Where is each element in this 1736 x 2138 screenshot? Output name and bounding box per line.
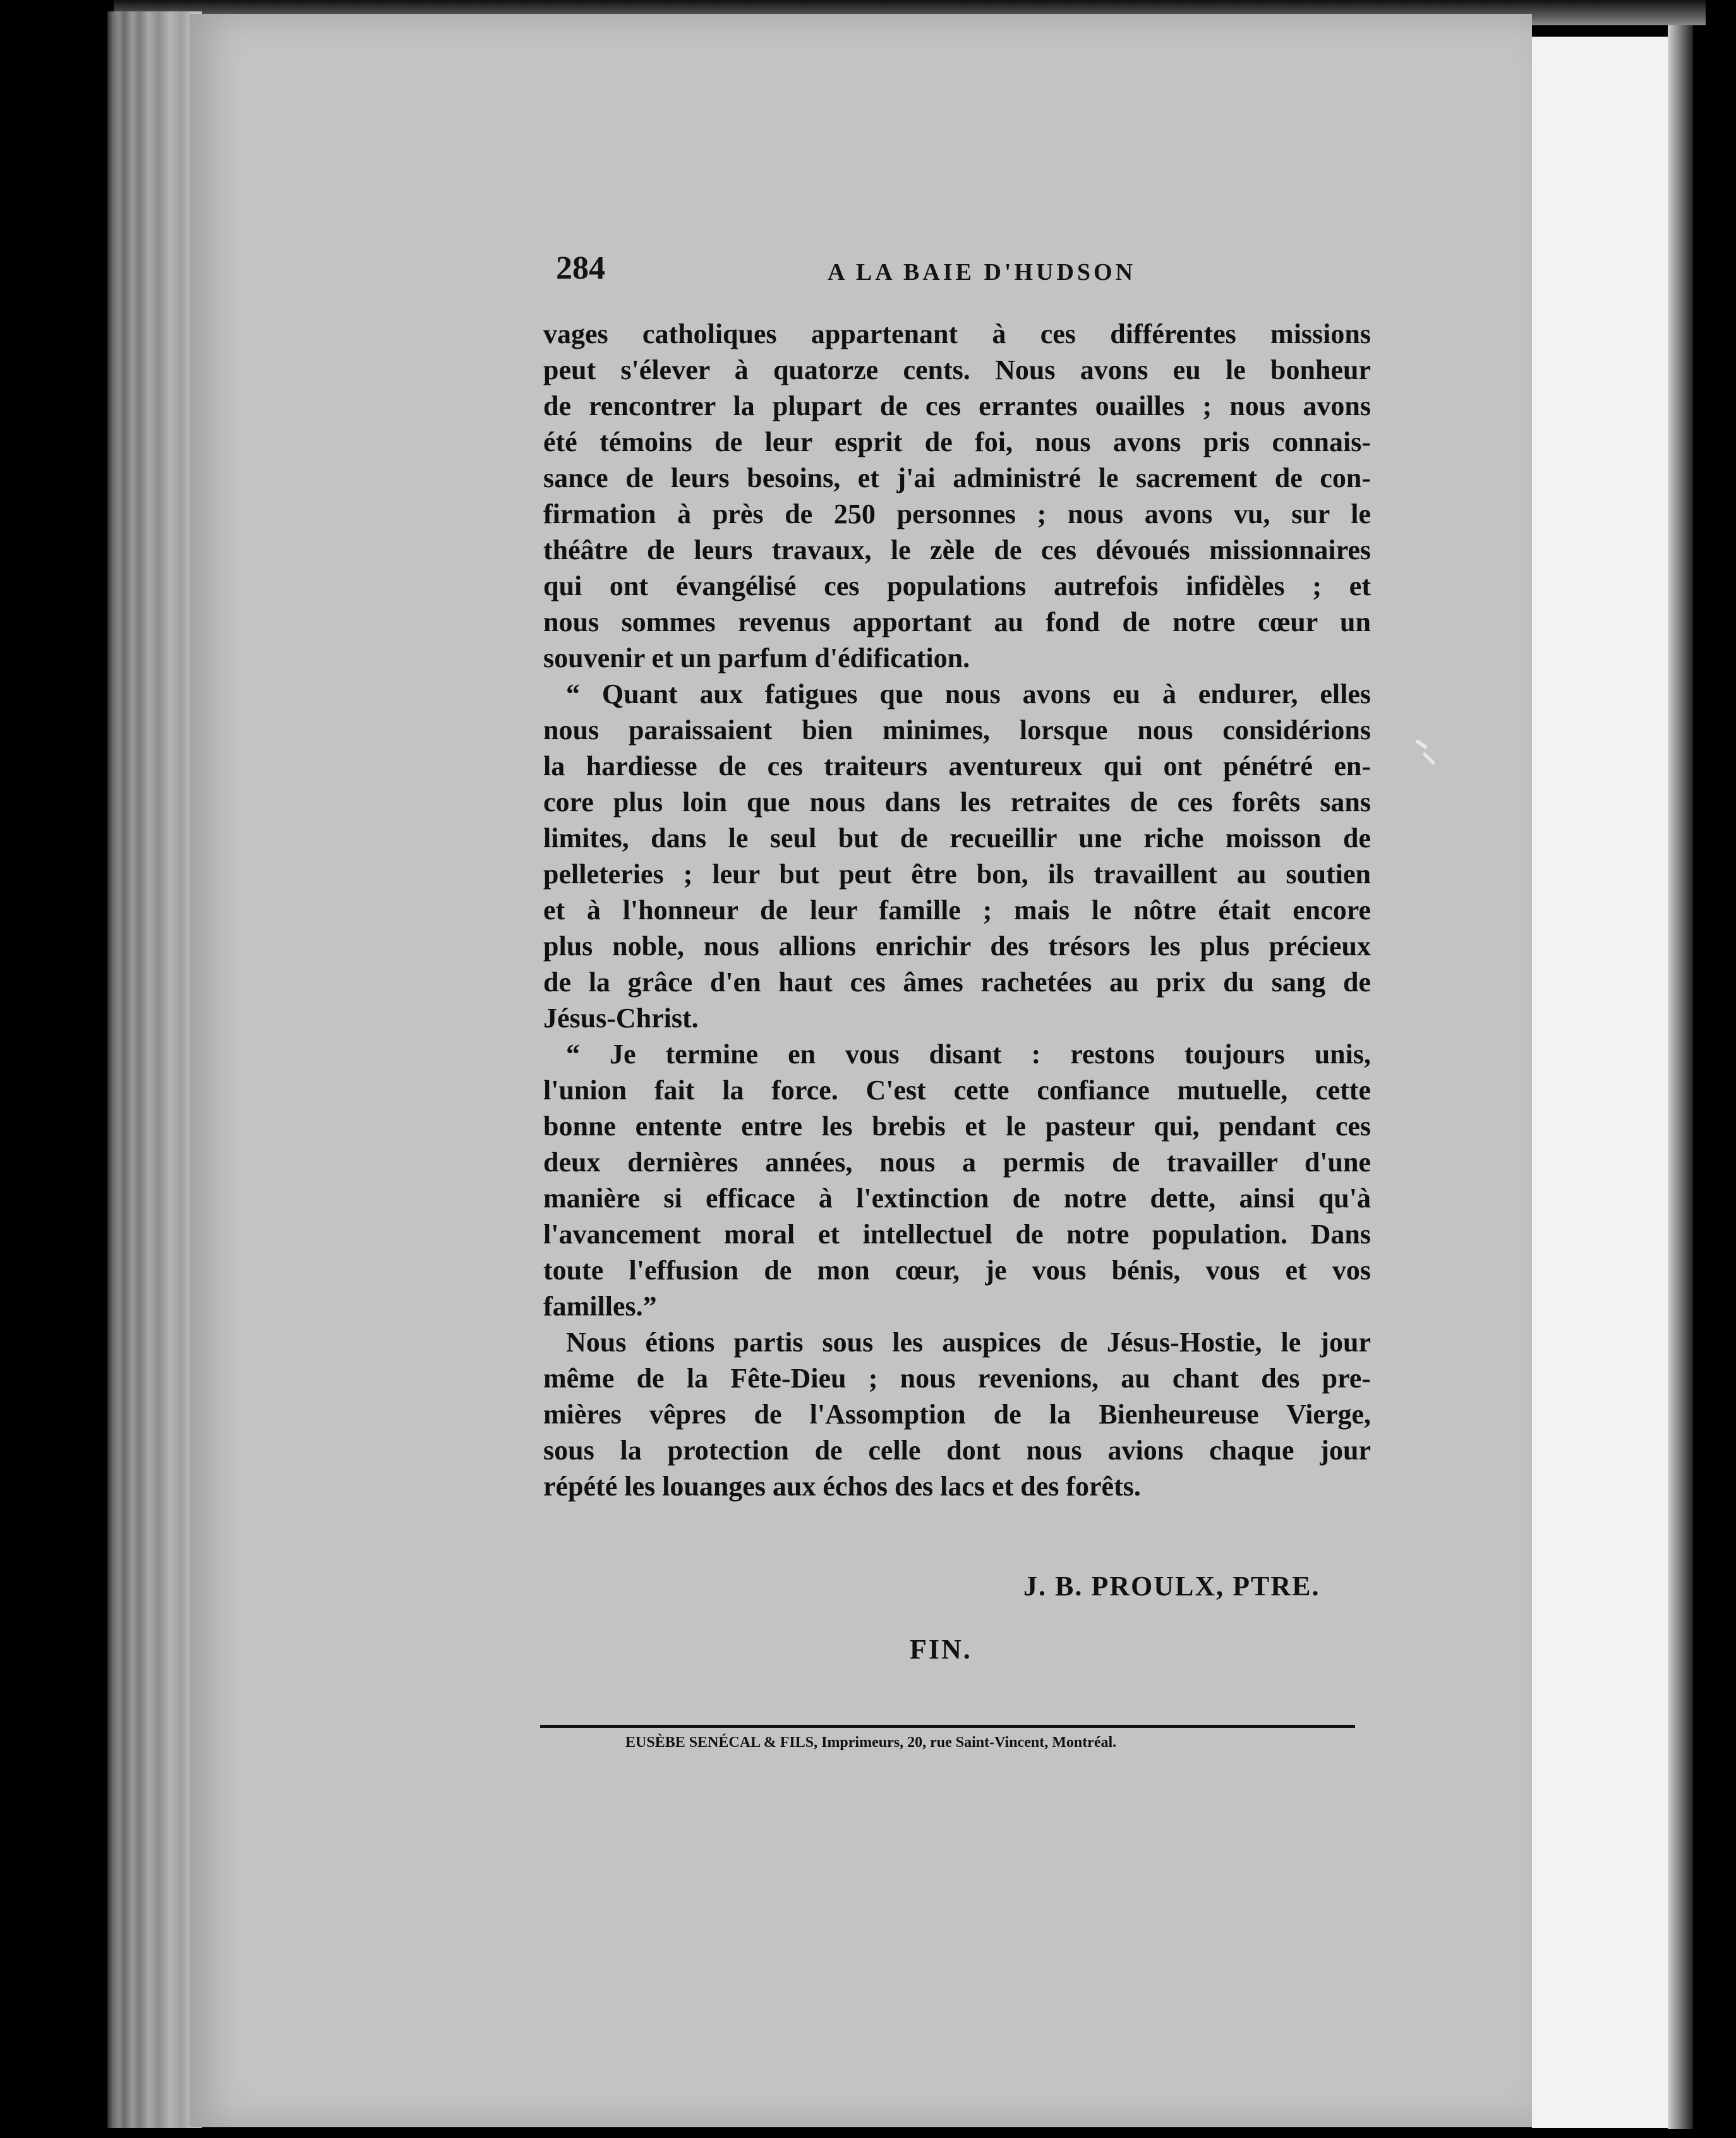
text-line: familles.”	[543, 1291, 657, 1322]
text-line: nous sommes revenus apportant au fond de notre cœur un	[543, 607, 1371, 637]
text-line: peut s'élever à quatorze cents. Nous avons eu le bonheur	[543, 354, 1371, 385]
text-line: de la grâce d'en haut ces âmes rachetées au prix du sang de	[543, 967, 1371, 998]
facing-blank-sheet	[1532, 37, 1668, 2128]
text-line: sance de leurs besoins, et j'ai administré le sacrement de con-	[543, 462, 1371, 493]
running-title: A LA BAIE D'HUDSON	[828, 259, 1136, 286]
page-edge-stack	[107, 11, 202, 2128]
signature: J. B. PROULX, PTRE.	[1023, 1571, 1320, 1602]
text-line: nous paraissaient bien minimes, lorsque nous considérions	[543, 715, 1371, 746]
text-line: toute l'effusion de mon cœur, je vous bénis, vous et vos	[543, 1255, 1371, 1286]
text-line: pelleteries ; leur but peut être bon, ils travaillent au soutien	[543, 859, 1371, 890]
text-line: Jésus-Christ.	[543, 1003, 699, 1034]
text-line: théâtre de leurs travaux, le zèle de ces dévoués missionnaires	[543, 534, 1371, 565]
text-line: mières vêpres de l'Assomption de la Bienheureuse Vierge,	[543, 1399, 1371, 1430]
footer-rule	[540, 1725, 1355, 1728]
text-line: core plus loin que nous dans les retraites de ces forêts sans	[543, 787, 1371, 818]
text-line: limites, dans le seul but de recueillir une riche moisson de	[543, 823, 1371, 854]
printer-imprint: EUSÈBE SENÉCAL & FILS, Imprimeurs, 20, rue Saint-Vincent, Montréal.	[625, 1734, 1117, 1751]
text-line: firmation à près de 250 personnes ; nous avons vu, sur le	[543, 498, 1371, 529]
text-line: bonne entente entre les brebis et le pasteur qui, pendant ces	[543, 1111, 1371, 1142]
running-head	[556, 250, 1377, 306]
body-text	[543, 316, 1371, 1504]
text-line: deux dernières années, nous a permis de travailler d'une	[543, 1147, 1371, 1178]
paragraph	[543, 1324, 1371, 1504]
text-line: “ Je termine en vous disant : restons toujours unis,	[566, 1039, 1371, 1070]
page-number: 284	[556, 250, 605, 286]
text-line: l'avancement moral et intellectuel de notre population. Dans	[543, 1219, 1371, 1250]
text-line: manière si efficace à l'extinction de notre dette, ainsi qu'à	[543, 1183, 1371, 1214]
text-line: vages catholiques appartenant à ces différentes missions	[543, 318, 1371, 349]
text-line: souvenir et un parfum d'édification.	[543, 643, 970, 673]
text-line: qui ont évangélisé ces populations autrefois infidèles ; et	[543, 571, 1371, 601]
text-line: de rencontrer la plupart de ces errantes ouailles ; nous avons	[543, 390, 1371, 421]
paragraph	[543, 676, 1371, 1036]
paragraph	[543, 316, 1371, 676]
paragraph	[543, 1036, 1371, 1324]
text-line: été témoins de leur esprit de foi, nous avons pris connais-	[543, 426, 1371, 457]
text-line: plus noble, nous allions enrichir des trésors les plus précieux	[543, 931, 1371, 962]
right-page-edge	[1668, 25, 1693, 2129]
text-line: “ Quant aux fatigues que nous avons eu à endurer, elles	[566, 679, 1371, 710]
fin-mark: FIN.	[910, 1634, 972, 1665]
text-line: la hardiesse de ces traiteurs aventureux qui ont pénétré en-	[543, 751, 1371, 782]
text-line: Nous étions partis sous les auspices de Jésus-Hostie, le jour	[566, 1327, 1371, 1358]
text-line: même de la Fête-Dieu ; nous revenions, au chant des pre-	[543, 1363, 1371, 1394]
text-line: et à l'honneur de leur famille ; mais le nôtre était encore	[543, 895, 1371, 926]
text-line: l'union fait la force. C'est cette confiance mutuelle, cette	[543, 1075, 1371, 1106]
text-line: répété les louanges aux échos des lacs et des forêts.	[543, 1471, 1141, 1502]
text-line: sous la protection de celle dont nous avions chaque jour	[543, 1435, 1371, 1466]
